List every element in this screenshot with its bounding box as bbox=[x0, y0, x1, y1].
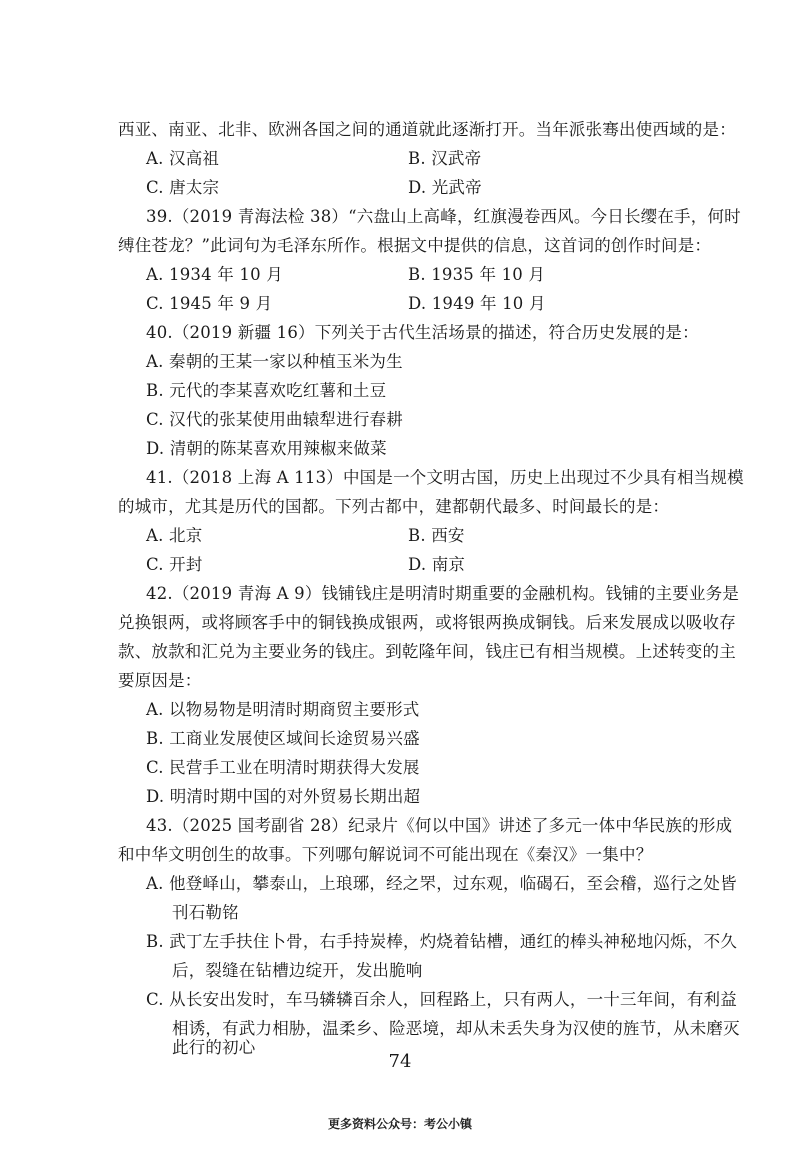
q43-option-a-line-2: 刊石勒铭 bbox=[172, 903, 239, 922]
q39-option-c: C. 1945 年 9 月 bbox=[146, 294, 273, 313]
question-43-line-2: 和中华文明创生的故事。下列哪句解说词不可能出现在《秦汉》一集中？ bbox=[118, 845, 653, 864]
q40-option-d: D. 清朝的陈某喜欢用辣椒来做菜 bbox=[146, 439, 387, 458]
question-42-line-1: 42.（2019 青海 A 9）钱铺钱庄是明清时期重要的金融机构。钱铺的主要业务是 bbox=[146, 584, 740, 603]
q43-option-a-line-1: A. 他登峄山，攀泰山，上琅琊，经之罘，过东观，临碣石，至会稽，巡行之处皆 bbox=[146, 874, 737, 893]
option-c: C. 唐太宗 bbox=[146, 178, 220, 197]
option-d: D. 光武帝 bbox=[408, 178, 482, 197]
q43-option-c-line-2: 相诱，有武力相胁，温柔乡、险恶境，却从未丢失身为汉使的旌节，从未磨灭 bbox=[172, 1019, 740, 1038]
page-number: 74 bbox=[388, 1051, 412, 1072]
q40-option-a: A. 秦朝的王某一家以种植玉米为生 bbox=[146, 352, 403, 371]
q40-option-b: B. 元代的李某喜欢吃红薯和土豆 bbox=[146, 381, 387, 400]
q39-option-a: A. 1934 年 10 月 bbox=[146, 265, 283, 284]
question-41-line-2: 的城市，尤其是历代的国都。下列古都中，建都朝代最多、时间最长的是： bbox=[118, 497, 670, 516]
q41-option-a: A. 北京 bbox=[146, 526, 203, 545]
intro-line: 西亚、南亚、北非、欧洲各国之间的通道就此逐渐打开。当年派张骞出使西域的是： bbox=[118, 120, 736, 139]
footer-text: 更多资料公众号：考公小镇 bbox=[327, 1117, 472, 1131]
q43-option-b-line-2: 后，裂缝在钻槽边绽开，发出脆响 bbox=[172, 961, 423, 980]
question-42-line-3: 款、放款和汇兑为主要业务的钱庄。到乾隆年间，钱庄已有相当规模。上述转变的主 bbox=[118, 642, 736, 661]
q41-option-d: D. 南京 bbox=[408, 555, 466, 574]
q41-option-b: B. 西安 bbox=[408, 526, 465, 545]
q43-option-c-line-3: 此行的初心 bbox=[172, 1038, 256, 1057]
q41-option-c: C. 开封 bbox=[146, 555, 203, 574]
q39-option-b: B. 1935 年 10 月 bbox=[408, 265, 546, 284]
question-40-line-1: 40.（2019 新疆 16）下列关于古代生活场景的描述，符合历史发展的是： bbox=[146, 323, 699, 342]
option-a: A. 汉高祖 bbox=[146, 149, 220, 168]
q40-option-c: C. 汉代的张某使用曲辕犁进行春耕 bbox=[146, 410, 403, 429]
q39-option-d: D. 1949 年 10 月 bbox=[408, 294, 546, 313]
question-39-line-1: 39.（2019 青海法检 38）“六盘山上高峰，红旗漫卷西风。今日长缨在手，何时 bbox=[146, 207, 741, 226]
q43-option-c-line-1: C. 从长安出发时，车马辚辚百余人，回程路上，只有两人，一十三年间，有利益 bbox=[146, 990, 737, 1009]
q42-option-b: B. 工商业发展使区域间长途贸易兴盛 bbox=[146, 729, 420, 748]
q43-option-b-line-1: B. 武丁左手扶住卜骨，右手持炭棒，灼烧着钻槽，通红的棒头神秘地闪烁，不久 bbox=[146, 932, 738, 951]
question-42-line-2: 兑换银两，或将顾客手中的铜钱换成银两，或将银两换成铜钱。后来发展成以吸收存 bbox=[118, 613, 736, 632]
q42-option-a: A. 以物易物是明清时期商贸主要形式 bbox=[146, 700, 420, 719]
question-39-line-2: 缚住苍龙？”此词句为毛泽东所作。根据文中提供的信息，这首词的创作时间是： bbox=[118, 236, 712, 255]
q42-option-d: D. 明清时期中国的对外贸易长期出超 bbox=[146, 787, 421, 806]
option-b: B. 汉武帝 bbox=[408, 149, 482, 168]
question-41-line-1: 41.（2018 上海 A 113）中国是一个文明古国，历史上出现过不少具有相当规模 bbox=[146, 468, 744, 487]
question-42-line-4: 要原因是： bbox=[118, 671, 202, 690]
q42-option-c: C. 民营手工业在明清时期获得大发展 bbox=[146, 758, 420, 777]
question-43-line-1: 43.（2025 国考副省 28）纪录片《何以中国》讲述了多元一体中华民族的形成 bbox=[146, 816, 733, 835]
